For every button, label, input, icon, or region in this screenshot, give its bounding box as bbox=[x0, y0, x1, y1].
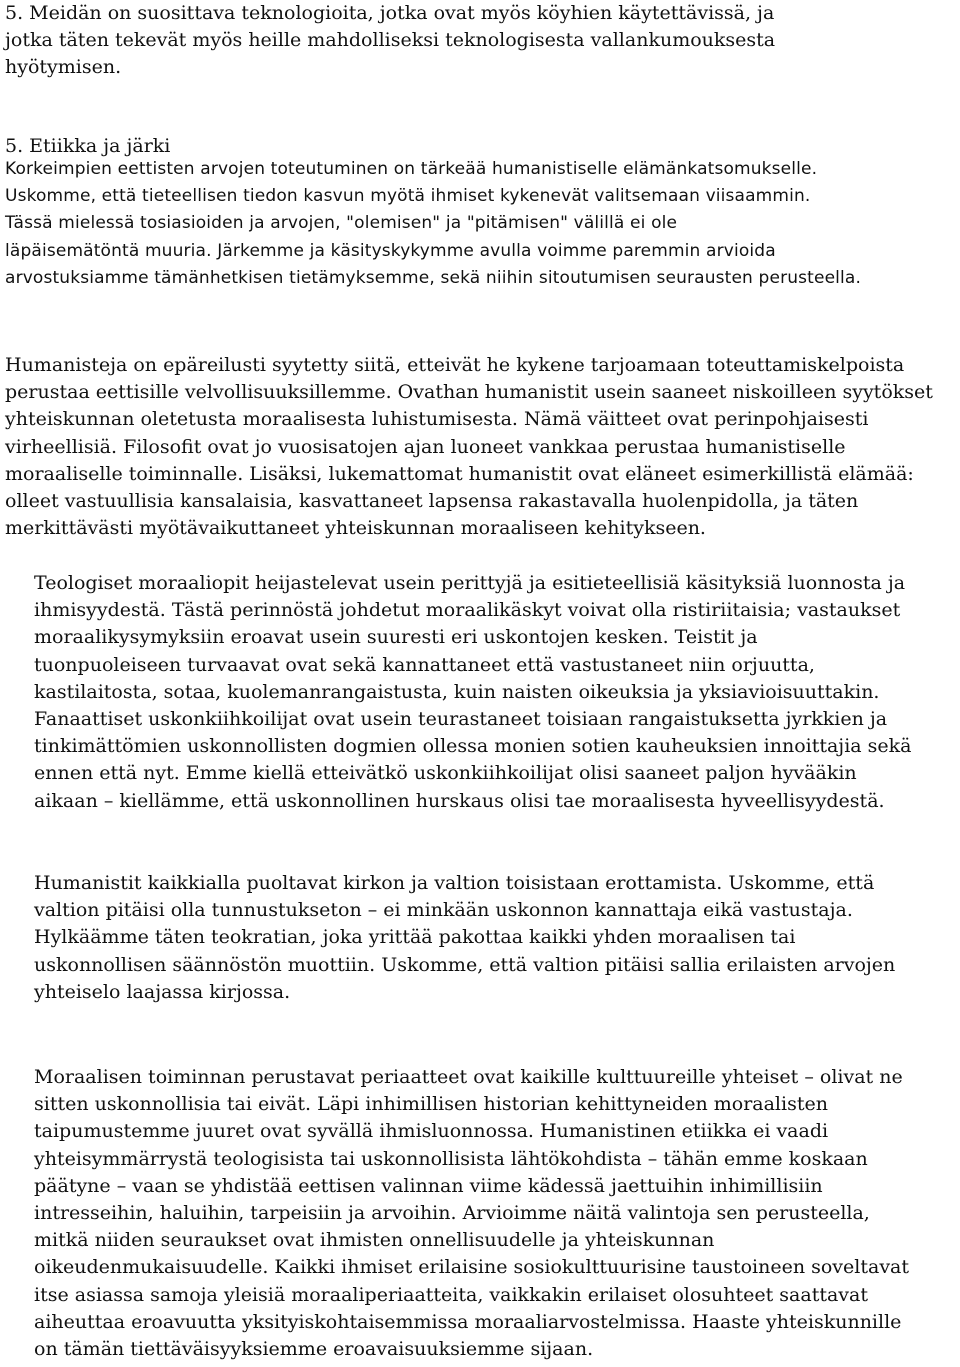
text-line: jotka täten tekevät myös heille mahdolliseksi teknologisesta vallankumouksesta bbox=[5, 29, 776, 52]
text-line: Humanistit kaikkialla puoltavat kirkon ja valtion toisistaan erottamista. Uskomme, että bbox=[34, 872, 875, 894]
text-line: yhteisymmärrystä teologisista tai uskonnollisista lähtökohdista – tähän emme koskaan bbox=[34, 1147, 868, 1170]
text-line: taipumustemme juuret ovat syvällä ihmisluonnossa. Humanistinen etiikka ei vaadi bbox=[34, 1120, 829, 1143]
paragraph-point-5 bbox=[5, 0, 955, 82]
paragraph-principles bbox=[34, 1064, 954, 1363]
text-line: Fanaattiset uskonkiihkoilijat ovat usein teurastaneet toisiaan rangaistuksetta jyrkkien ja bbox=[34, 708, 888, 731]
text-line: aikaan – kiellämme, että uskonnollinen hurskaus olisi tae moraalisesta hyveellisyydestä. bbox=[34, 789, 885, 812]
text-line: oikeudenmukaisuudelle. Kaikki ihmiset erilaisine sosiokulttuurisine taustoineen soveltavat bbox=[34, 1256, 910, 1279]
text-line: uskonnollisen säännöstön muottiin. Uskomme, että valtion pitäisi sallia erilaisten arvojen bbox=[34, 953, 896, 976]
text-line: yhteiselo laajassa kirjossa. bbox=[34, 980, 291, 1003]
text-line: on tämän tiettäväisyyksiemme eroavaisuuksiemme sijaan. bbox=[34, 1338, 594, 1361]
text-line: olleet vastuullisia kansalaisia, kasvattaneet lapsensa rakastavalla huolenpidolla, ja täten bbox=[5, 490, 859, 513]
text-line: Tässä mielessä tosiasioiden ja arvojen, "olemisen" ja "pitämisen" välillä ei ole bbox=[5, 213, 678, 234]
text-line: moraaliselle toiminnalle. Lisäksi, lukemattomat humanistit ovat eläneet esimerkillistä elämää: bbox=[5, 462, 914, 485]
paragraph-church-state bbox=[34, 870, 954, 1006]
text-line: tuonpuoleiseen turvaavat ovat sekä kannattaneet että vastustaneet niin orjuutta, bbox=[34, 653, 815, 676]
text-line: itse asiassa samoja yleisiä moraaliperiaatteita, vaikkakin erilaiset olosuhteet saattavat bbox=[34, 1283, 869, 1306]
text-line: virheellisiä. Filosofit ovat jo vuosisatojen ajan luoneet vankkaa perustaa humanistiselle bbox=[5, 435, 846, 458]
text-line: merkittävästi myötävaikuttaneet yhteiskunnan moraaliseen kehitykseen. bbox=[5, 517, 706, 540]
text-line: tinkimättömien uskonnollisten dogmien ollessa monien sotien kauheuksien innoittajia sekä bbox=[34, 735, 912, 758]
text-line: yhteiskunnan oletetusta moraalisesta luhistumisesta. Nämä väitteet ovat perinpohjaisesti bbox=[5, 408, 869, 431]
text-line: Teologiset moraaliopit heijastelevat usein perittyjä ja esitieteellisiä käsityksiä luonnosta ja bbox=[34, 572, 906, 594]
paragraph-theology bbox=[34, 570, 954, 815]
text-line: päätyne – vaan se yhdistää eettisen valinnan viime kädessä jaettuihin inhimillisiin bbox=[34, 1174, 823, 1197]
text-line: Humanisteja on epäreilusti syytetty siitä, etteivät he kykene tarjoamaan toteuttamiskelpoista bbox=[5, 354, 905, 376]
text-line: Korkeimpien eettisten arvojen toteutuminen on tärkeää humanistiselle elämänkatsomukselle. bbox=[5, 159, 818, 179]
text-line: aiheuttaa eroavuutta yksityiskohtaisemmissa moraaliarvostelmissa. Haaste yhteiskunnille bbox=[34, 1310, 902, 1333]
text-line: Moraalisen toiminnan perustavat periaatteet ovat kaikille kulttuureille yhteiset – olivat ne bbox=[34, 1066, 903, 1088]
text-line: arvostuksiamme tämänhetkisen tietämyksemme, sekä niihin sitoutumisen seurausten perusteella. bbox=[5, 267, 862, 288]
text-line: Hylkäämme täten teokratian, joka yrittää pakottaa kaikki yhden moraalisen tai bbox=[34, 926, 796, 949]
heading-text: 5. Etiikka ja järki bbox=[5, 135, 171, 157]
text-line: läpäisemätöntä muuria. Järkemme ja käsityskykymme avulla voimme paremmin arvioida bbox=[5, 240, 776, 261]
text-line: Uskomme, että tieteellisen tiedon kasvun myötä ihmiset kykenevät valitsemaan viisaammin. bbox=[5, 186, 811, 207]
text-line: ennen että nyt. Emme kiellä etteivätkö uskonkiihkoilijat olisi saaneet paljon hyvääkin bbox=[34, 762, 857, 785]
text-line: mitkä niiden seuraukset ovat ihmisten onnellisuudelle ja yhteiskunnan bbox=[34, 1229, 715, 1252]
paragraph-intro bbox=[5, 156, 955, 292]
text-line: moraalikysymyksiin eroavat usein suuresti eri uskontojen kesken. Teistit ja bbox=[34, 626, 758, 649]
text-line: kastilaitosta, sotaa, kuolemanrangaistusta, kuin naisten oikeuksia ja yksiavioisuuttakin. bbox=[34, 680, 880, 703]
text-line: 5. Meidän on suosittava teknologioita, jotka ovat myös köyhien käytettävissä, ja bbox=[5, 2, 775, 24]
text-line: hyötymisen. bbox=[5, 56, 122, 79]
text-line: sitten uskonnollisia tai eivät. Läpi inhimillisen historian kehittyneiden moraalisten bbox=[34, 1093, 828, 1116]
text-line: intresseihin, haluihin, tarpeisiin ja arvoihin. Arvioimme näitä valintoja sen perusteella, bbox=[34, 1202, 870, 1225]
text-line: valtion pitäisi olla tunnustukseton – ei minkään uskonnon kannattaja eikä vastustaja. bbox=[34, 899, 853, 922]
text-line: ihmisyydestä. Tästä perinnöstä johdetut moraalikäskyt voivat olla ristiriitaisia; vastaukset bbox=[34, 599, 901, 622]
text-line: perustaa eettisille velvollisuuksillemme. Ovathan humanistit usein saaneet niskoilleen syytökset bbox=[5, 381, 933, 404]
paragraph-humanism bbox=[5, 352, 955, 542]
